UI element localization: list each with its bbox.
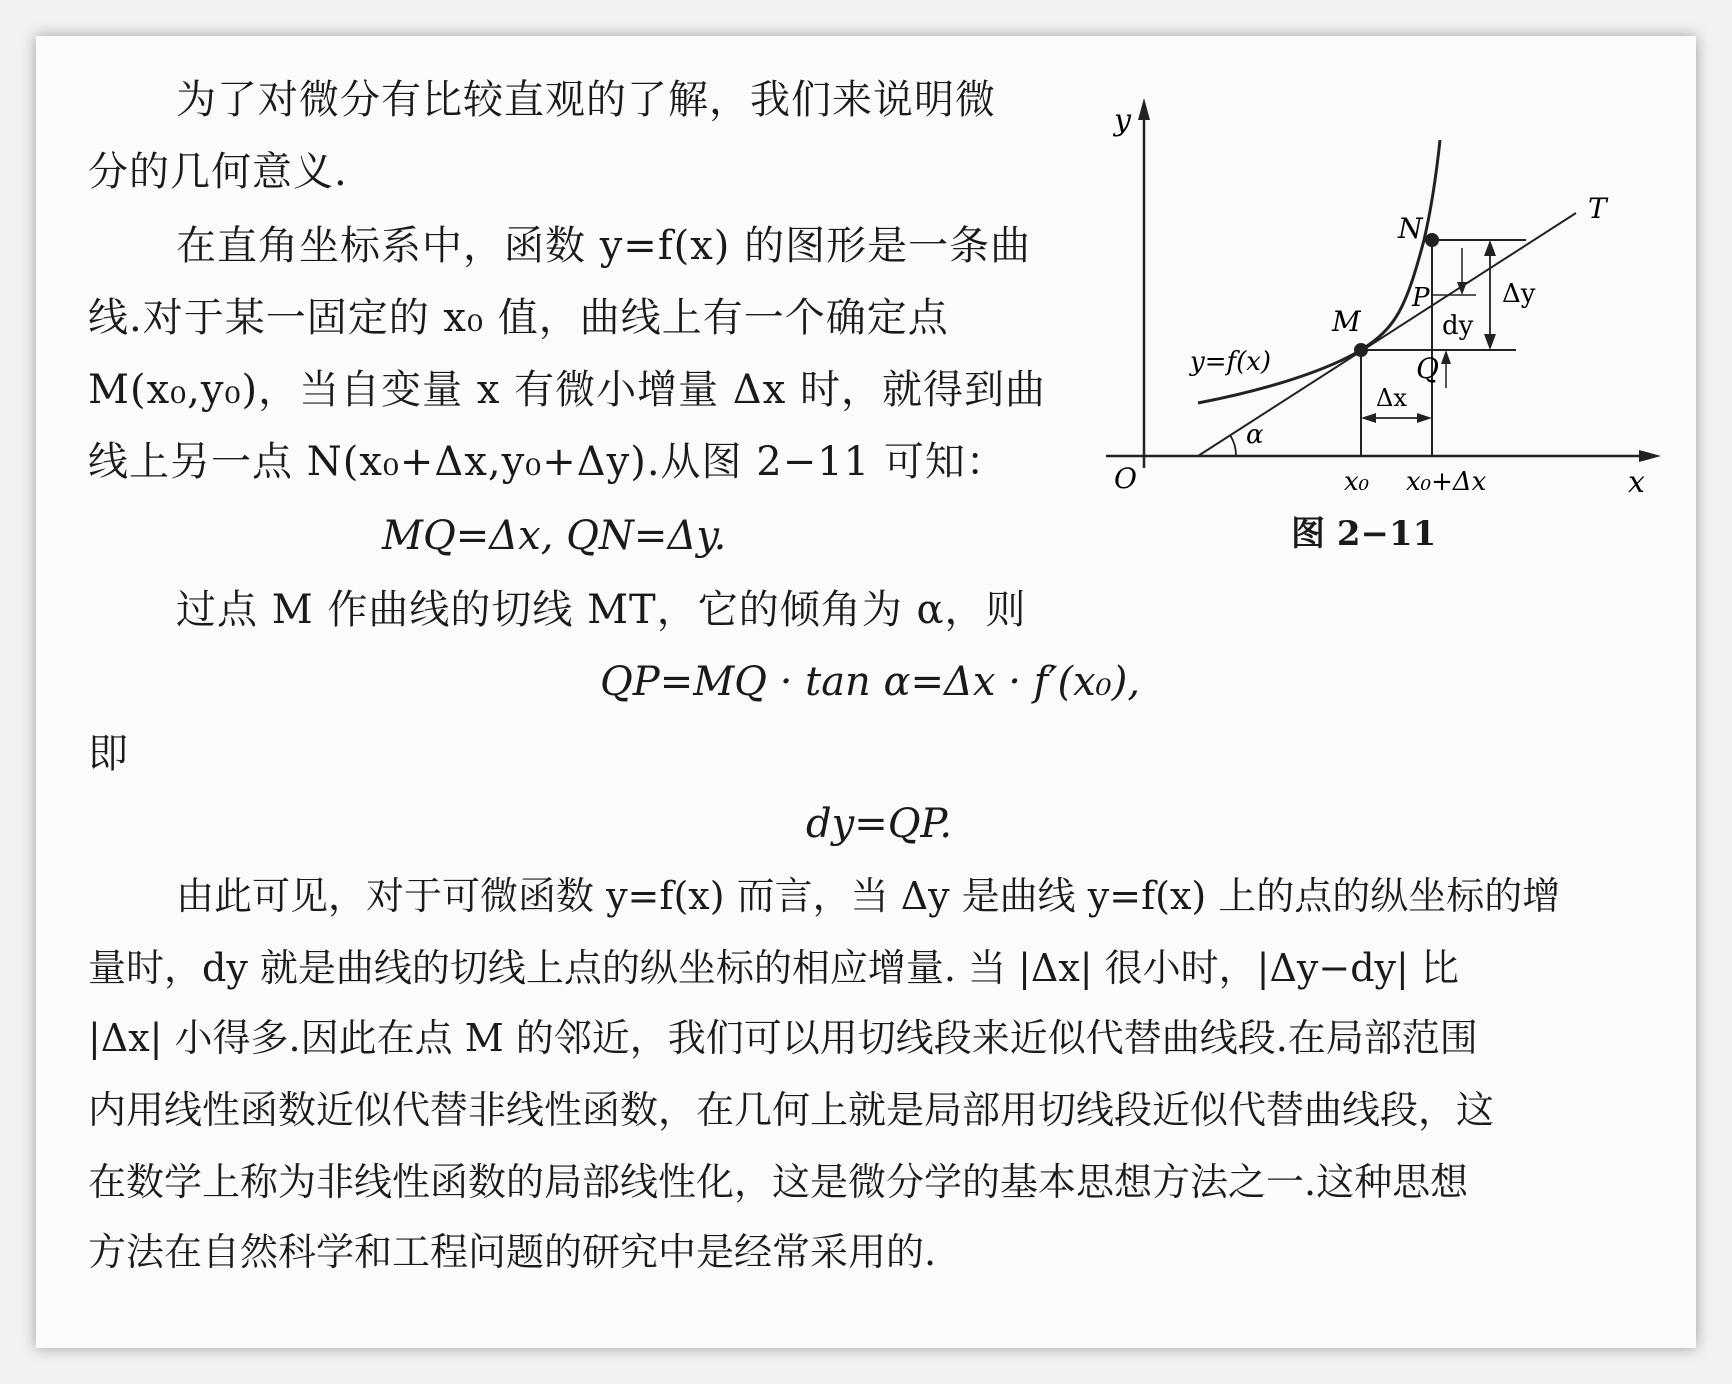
dy-label: dy (1442, 311, 1474, 341)
delta-x-arrow-left (1361, 413, 1376, 423)
delta-x-arrow-right (1417, 413, 1432, 423)
paragraph-2-line-1: 在直角坐标系中，函数 y=f(x) 的图形是一条曲 (176, 223, 1032, 269)
delta-y-label: Δy (1502, 279, 1536, 309)
delta-y-arrow-top (1484, 240, 1496, 256)
origin-label: O (1114, 462, 1137, 495)
point-n (1425, 233, 1439, 247)
paragraph-3-line-1: 过点 M 作曲线的切线 MT，它的倾角为 α，则 (176, 587, 1027, 633)
curve-label: y=f(x) (1190, 347, 1272, 377)
x-axis-label: x (1628, 465, 1645, 498)
n-label: N (1398, 212, 1423, 245)
delta-x-label: Δx (1376, 384, 1407, 412)
equation-qp: QP=MQ · tan α=Δx · f′(x₀), (600, 659, 1141, 705)
equation-dy: dy=QP. (806, 801, 953, 847)
textbook-page (36, 36, 1696, 1348)
y-axis-arrow (1138, 98, 1150, 120)
delta-y-arrow-bottom (1484, 334, 1496, 350)
x0-plus-dx-label: x₀+Δx (1406, 467, 1487, 497)
alpha-arc (1230, 435, 1236, 456)
y-axis-label: y (1114, 103, 1131, 138)
paragraph-2-line-3: M(x₀,y₀)，当自变量 x 有微小增量 Δx 时，就得到曲 (88, 367, 1046, 413)
paragraph-2-line-2: 线.对于某一固定的 x₀ 值，曲线上有一个确定点 (88, 295, 949, 341)
x0-label: x₀ (1344, 467, 1370, 497)
paragraph-5-line-1: 由此可见，对于可微函数 y=f(x) 而言，当 Δy 是曲线 y=f(x) 上的点的纵坐标的增 (176, 874, 1561, 918)
paragraph-5-line-4: 内用线性函数近似代替非线性函数，在几何上就是局部用切线段近似代替曲线段，这 (88, 1088, 1495, 1132)
paragraph-2-line-4: 线上另一点 N(x₀+Δx,y₀+Δy).从图 2−11 可知： (88, 439, 1007, 485)
q-label: Q (1416, 352, 1439, 385)
point-m (1354, 343, 1368, 357)
figure-caption: 图 2−11 (1291, 514, 1437, 554)
p-label: P (1412, 283, 1430, 313)
paragraph-5-line-5: 在数学上称为非线性函数的局部线性化，这是微分学的基本思想方法之一.这种思想 (88, 1160, 1469, 1204)
x-axis-arrow (1639, 450, 1661, 462)
paragraph-1-line-2: 分的几何意义. (88, 149, 348, 195)
paragraph-5-line-2: 量时，dy 就是曲线的切线上点的纵坐标的相应增量. 当 |Δx| 很小时，|Δy−dy| 比 (88, 946, 1459, 990)
paragraph-4: 即 (88, 731, 129, 777)
paragraph-1-line-1: 为了对微分有比较直观的了解，我们来说明微 (176, 77, 996, 123)
m-label: M (1332, 305, 1361, 338)
paragraph-5-line-6: 方法在自然科学和工程问题的研究中是经常采用的. (88, 1230, 937, 1274)
equation-mq-qn: MQ=Δx, QN=Δy. (382, 513, 727, 559)
dy-arrow-head-bottom (1441, 350, 1451, 364)
t-label: T (1588, 192, 1607, 225)
paragraph-5-line-3: |Δx| 小得多.因此在点 M 的邻近，我们可以用切线段来近似代替曲线段.在局部范围 (88, 1016, 1478, 1060)
differential-figure (1106, 88, 1676, 498)
alpha-label: α (1246, 420, 1264, 450)
